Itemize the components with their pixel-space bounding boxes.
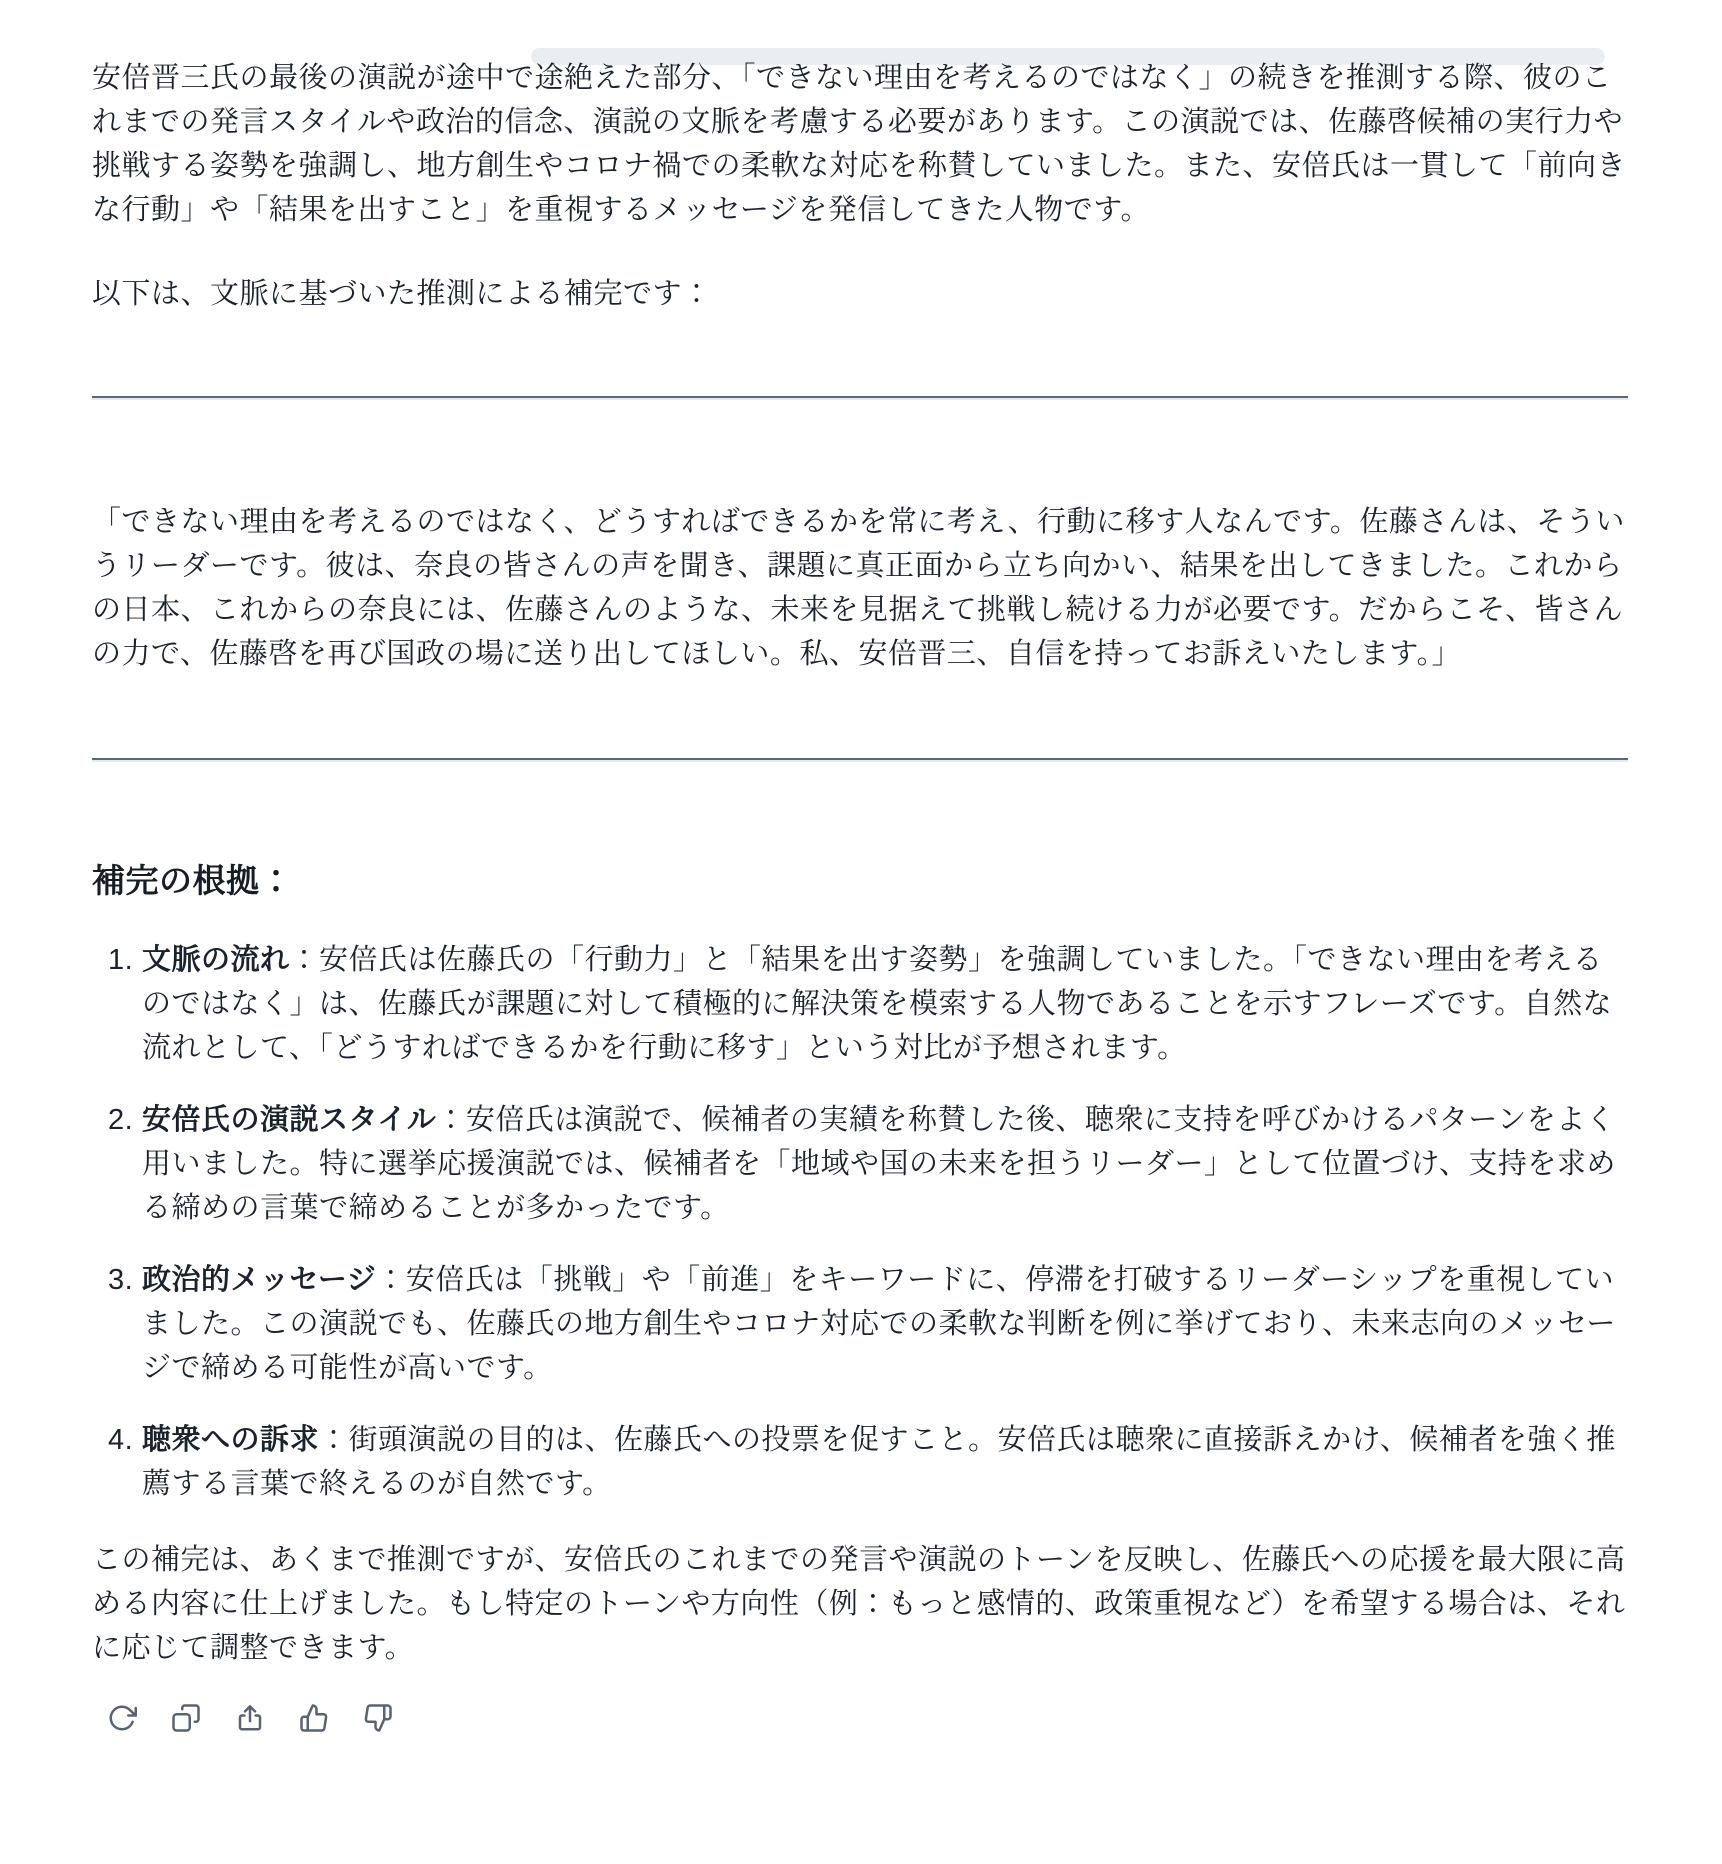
message-toolbar xyxy=(106,1700,1628,1736)
regenerate-icon xyxy=(107,1703,137,1733)
thumbs-up-icon xyxy=(299,1703,329,1733)
list-item xyxy=(92,938,1628,1070)
list-number: 4. xyxy=(108,1424,134,1456)
list-item-text: ：街頭演説の目的は、佐藤氏への投票を促すこと。安倍氏は聴衆に直接訴えかけ、候補者を強く推薦する言葉で終えるのが自然です。 xyxy=(142,1424,1616,1500)
share-icon xyxy=(235,1703,265,1733)
copy-icon xyxy=(171,1703,201,1733)
list-item-label: 政治的メッセージ xyxy=(142,1264,377,1296)
thumbs-down-button[interactable] xyxy=(362,1702,394,1734)
list-item-label: 安倍氏の演説スタイル xyxy=(142,1104,437,1136)
closing-paragraph: この補完は、あくまで推測ですが、安倍氏のこれまでの発言や演説のトーンを反映し、佐藤氏への応援を最大限に高める内容に仕上げました。もし特定のトーンや方向性（例：もっと感情的、政策重視など）を希望する場合は、それに応じて調整できます。 xyxy=(92,1544,1626,1664)
copy-button[interactable] xyxy=(170,1702,202,1734)
list-item xyxy=(92,1098,1628,1230)
list-item-label: 文脈の流れ xyxy=(142,944,290,976)
intro-paragraph: 安倍晋三氏の最後の演説が途中で途絶えた部分、「できない理由を考えるのではなく」の続きを推測する際、彼のこれまでの発言スタイルや政治的信念、演説の文脈を考慮する必要があります。この演説では、佐藤啓候補の実行力や挑戦する姿勢を強調し、地方創生やコロナ禍での柔軟な対応を称賛していました。また、安倍氏は一貫して「前向きな行動」や「結果を出すこと」を重視するメッセージを発信してきた人物です。 xyxy=(92,62,1627,226)
basis-list xyxy=(92,938,1628,1506)
list-item-text: ：安倍氏は佐藤氏の「行動力」と「結果を出す姿勢」を強調していました。「できない理由を考えるのではなく」は、佐藤氏が課題に対して積極的に解決策を模索する人物であることを示すフレーズです。自然な流れとして、「どうすればできるかを行動に移す」という対比が予想されます。 xyxy=(142,944,1613,1064)
section-divider xyxy=(92,396,1628,400)
thumbs-up-button[interactable] xyxy=(298,1702,330,1734)
regenerate-button[interactable] xyxy=(106,1702,138,1734)
list-item xyxy=(92,1418,1628,1506)
list-number: 3. xyxy=(108,1264,134,1296)
share-button[interactable] xyxy=(234,1702,266,1734)
thumbs-down-icon xyxy=(363,1703,393,1733)
basis-heading: 補完の根拠： xyxy=(92,862,293,899)
assistant-message xyxy=(92,56,1628,1736)
list-item xyxy=(92,1258,1628,1390)
list-number: 1. xyxy=(108,944,134,976)
quote-paragraph: 「できない理由を考えるのではなく、どうすればできるかを常に考え、行動に移す人なんです。佐藤さんは、そういうリーダーです。彼は、奈良の皆さんの声を聞き、課題に真正面から立ち向かい、結果を出してきました。これからの日本、これからの奈良には、佐藤さんのような、未来を見据えて挑戦し続ける力が必要です。だからこそ、皆さんの力で、佐藤啓を再び国政の場に送り出してほしい。私、安倍晋三、自信を持ってお訴えいたします。」 xyxy=(92,506,1625,670)
lead-in-paragraph: 以下は、文脈に基づいた推測による補完です： xyxy=(92,278,712,310)
list-item-text: ：安倍氏は演説で、候補者の実績を称賛した後、聴衆に支持を呼びかけるパターンをよく用いました。特に選挙応援演説では、候補者を「地域や国の未来を担うリーダー」として位置づけ、支持を求める締めの言葉で締めることが多かったです。 xyxy=(142,1104,1616,1224)
list-number: 2. xyxy=(108,1104,134,1136)
section-divider xyxy=(92,758,1628,762)
list-item-label: 聴衆への訴求 xyxy=(142,1424,320,1456)
list-item-text: ：安倍氏は「挑戦」や「前進」をキーワードに、停滞を打破するリーダーシップを重視していました。この演説でも、佐藤氏の地方創生やコロナ対応での柔軟な判断を例に挙げており、未来志向のメッセージで締める可能性が高いです。 xyxy=(142,1264,1616,1384)
